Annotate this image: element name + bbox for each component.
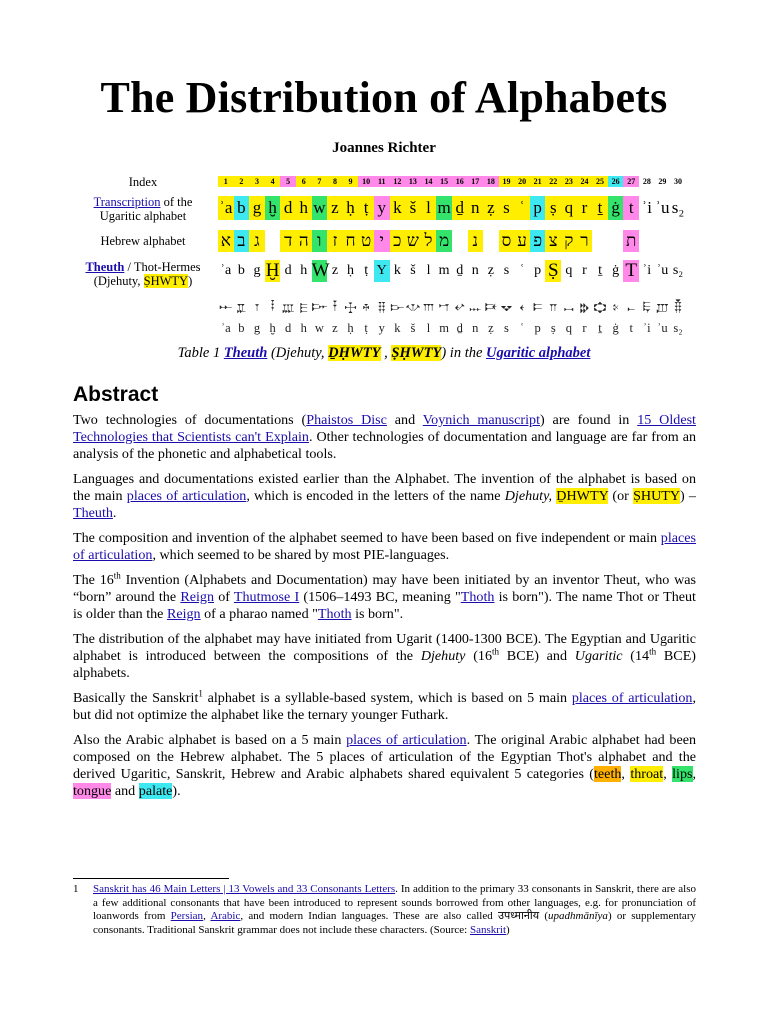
cuneiform-glyph-cell: 𐎛 <box>642 299 651 314</box>
transliteration-letter-cell: ṭ <box>364 321 368 335</box>
ugaritic-letter-cell: l <box>421 196 437 220</box>
hebrew-letter-cell: מ <box>436 230 452 252</box>
index-cell: 17 <box>468 176 484 187</box>
cuneiform-glyph-cell: 𐎎 <box>438 299 450 314</box>
theuth-letter-cell: ṭ <box>364 263 369 278</box>
text: ( <box>539 910 549 923</box>
cuneiform-glyph-cell: 𐎝 <box>674 299 682 314</box>
theuth-letter-cell: h <box>300 263 308 278</box>
text: Djehuty <box>420 648 466 664</box>
index-cell: 1 <box>218 176 234 187</box>
cuneiform-glyph-cell: 𐎉 <box>362 299 370 314</box>
cuneiform-glyph-cell: 𐎕 <box>549 299 558 314</box>
hebrew-letter-cell: ז <box>327 230 343 252</box>
theuth-letter-cell: l <box>426 263 431 278</box>
ugaritic-letter-cell: ġ <box>608 196 624 220</box>
cuneiform-glyph-cell: 𐎗 <box>579 299 590 314</box>
caption-theuth-link[interactable]: Theuth <box>223 345 268 361</box>
hebrew-letter-cell: ל <box>421 230 437 252</box>
ugaritic-letter-cell: z <box>327 196 343 220</box>
hebrew-letter-cell <box>452 230 468 252</box>
cuneiform-glyph-cell: 𐎁 <box>236 299 246 314</box>
shuty-highlight: ṢHUTY <box>633 488 681 504</box>
hebrew-cells <box>218 230 686 252</box>
ugaritic-letter-cell: ḏ <box>452 196 468 220</box>
index-cell: 15 <box>436 176 452 187</box>
transliteration-letter-cell: r <box>582 321 587 335</box>
text: and <box>111 783 139 799</box>
thutmose-link[interactable]: Thutmose I <box>233 589 300 605</box>
transliteration-letter-cell: d <box>285 321 292 335</box>
index-cell: 18 <box>483 176 499 187</box>
devanagari-text: उपध्मानीय <box>497 910 540 923</box>
index-cell: 10 <box>358 176 374 187</box>
caption-mid2: ) in the <box>441 345 487 361</box>
caption-prefix: Table 1 <box>177 345 224 361</box>
theuth-link[interactable]: Theuth <box>85 260 125 274</box>
text: is born"). The name Thot or Theut is older than the <box>73 589 696 622</box>
hebrew-label: Hebrew alphabet <box>100 234 186 248</box>
thoth-link[interactable]: Thoth <box>460 589 495 605</box>
cuneiform-glyph-cell: 𐎊 <box>377 299 386 314</box>
hebrew-letter-cell: פ <box>530 230 546 252</box>
hebrew-letter-cell: כ <box>390 230 406 252</box>
text: . In addition to the primary 33 consonants in Sanskrit, there are also a few additional consonants that have been introduced to represent sounds borrowed from other languages, e.g. for pronunciation of loanwords from <box>93 883 697 923</box>
theuth-letter-cell: Y <box>374 260 390 282</box>
ugaritic-label <box>72 195 214 223</box>
index-cell: 5 <box>280 176 296 187</box>
text: alphabet is a syllable-based system, which is based on 5 main <box>202 690 572 706</box>
text: , <box>203 910 211 923</box>
hebrew-letter-cell: ג <box>249 230 265 252</box>
dhwty-highlight: ḎHWTY <box>556 488 609 504</box>
theuth-link[interactable]: Theuth <box>73 505 113 521</box>
ugaritic-label-rest2: Ugaritic alphabet <box>99 209 187 223</box>
caption-dhwty: ḎḤWTY <box>328 345 381 361</box>
index-cell: 2 <box>234 176 250 187</box>
caption-ugaritic-link[interactable]: Ugaritic alphabet <box>486 345 591 361</box>
cuneiform-glyph-cell: 𐎋 <box>390 299 405 314</box>
ugaritic-letter-cell: t <box>623 196 639 220</box>
transliteration-letter-cell: ẓ <box>488 321 494 335</box>
places-of-articulation-link[interactable]: places of articulation <box>571 690 693 706</box>
hebrew-letter-cell <box>592 230 608 252</box>
text: . The original Arabic alphabet had been composed on the Hebrew alphabet. The 5 places of articulation of the Egyptian Thot's alphabet and the derived Ugaritic, Sanskrit, Hebrew and Arabic alphabets shared equivalent 5 categories ( <box>73 732 697 782</box>
ugaritic-letter-cell: w <box>312 196 328 220</box>
text: of <box>214 589 234 605</box>
transliteration-letter-cell: n <box>472 321 479 335</box>
cuneiform-glyph-cell: 𐎀 <box>219 299 233 314</box>
index-cell: 25 <box>592 176 608 187</box>
transliteration-letter-cell: ʿ <box>519 321 525 335</box>
ugaritic-letter-cell: s₂ <box>671 198 685 217</box>
cuneiform-glyph-cell: 𐎘 <box>593 299 607 314</box>
text: ) – <box>680 488 696 504</box>
text: ) <box>506 923 510 936</box>
text: . <box>112 505 117 521</box>
cuneiform-glyph-cell: 𐎍 <box>422 299 435 314</box>
index-cell: 29 <box>658 177 667 186</box>
text: , <box>692 766 697 782</box>
transliteration-letter-cell: ʾa <box>220 321 231 335</box>
text: BCE) alphabets. <box>73 648 696 681</box>
cuneiform-glyph-cell: 𐎃 <box>270 299 275 314</box>
paragraph-6 <box>73 690 696 724</box>
transliteration-letter-cell: ʾu <box>657 321 668 335</box>
text: The 16 <box>73 572 114 588</box>
hebrew-letter-cell <box>608 230 624 252</box>
paragraph-3 <box>73 530 696 564</box>
cuneiform-glyph-cell: 𐎆 <box>311 299 328 314</box>
text: ) are found in <box>540 412 638 428</box>
hebrew-letter-cell: ע <box>514 230 530 252</box>
cuneiform-glyph-cell: 𐎚 <box>627 299 636 314</box>
transliteration-letter-cell: ṯ <box>598 321 602 335</box>
thoth-link-2[interactable]: Thoth <box>317 606 352 622</box>
cuneiform-glyph-cell: 𐎜 <box>656 299 669 314</box>
index-cell: 12 <box>390 176 406 187</box>
text: Ugaritic <box>574 648 623 664</box>
theuth-letter-cell: T <box>625 260 638 281</box>
ugaritic-letter-cell: n <box>468 196 484 220</box>
index-label: Index <box>128 175 158 189</box>
theuth-letter-cell: m <box>438 263 450 278</box>
transliteration-letter-cell: s₂ <box>673 321 683 335</box>
footnote-ref: 1 <box>198 688 203 699</box>
throat-highlight: throat <box>630 766 664 782</box>
ugaritic-letter-cell: s <box>499 196 515 220</box>
ugaritic-letter-cell: d <box>280 196 296 220</box>
footnote-separator <box>73 878 229 879</box>
theuth-letter-cell: Ḫ <box>265 260 280 281</box>
ugaritic-letter-cell: ʾa <box>218 196 234 220</box>
ugaritic-letter-cell: š <box>405 196 421 220</box>
ugaritic-letter-cell: ẓ <box>483 196 499 220</box>
ugaritic-letter-cell: ḫ <box>265 196 281 220</box>
hebrew-letter-cell: ס <box>499 230 515 252</box>
index-cell: 6 <box>296 176 312 187</box>
cuneiform-glyph-cell: 𐎌 <box>405 299 421 314</box>
hebrew-letter-cell: ק <box>561 230 577 252</box>
cuneiform-glyph-cell: 𐎇 <box>332 299 338 314</box>
paragraph-5 <box>73 631 696 682</box>
abstract-body <box>73 412 696 808</box>
theuth-letter-cell: ḥ <box>347 263 355 278</box>
theuth-letter-cell: ṯ <box>598 263 602 278</box>
text: is born". <box>351 606 404 622</box>
transliteration-letter-cell: l <box>426 321 431 335</box>
theuth-label-shwty: ṢHWTY <box>143 274 189 288</box>
reign-link[interactable]: Reign <box>180 589 214 605</box>
caption-mid1: (Djehuty, <box>267 345 329 361</box>
hebrew-letter-cell <box>265 230 281 252</box>
abstract-heading: Abstract <box>73 383 159 406</box>
ugaritic-letter-cell: k <box>390 196 406 220</box>
paragraph-7 <box>73 732 696 800</box>
theuth-label-rest2a: (Djehuty, <box>93 274 144 288</box>
transliteration-letter-cell: s <box>504 321 509 335</box>
hebrew-letter-cell: ד <box>280 230 296 252</box>
index-cell: 3 <box>249 176 265 187</box>
transliteration-letter-cell: p <box>534 321 541 335</box>
index-cell: 20 <box>514 176 530 187</box>
hebrew-letter-cell: י <box>374 230 390 252</box>
cuneiform-cells <box>218 298 686 316</box>
theuth-letter-cell: ʾu <box>656 263 669 278</box>
text: , <box>663 766 673 782</box>
ugaritic-letter-cell: ṯ <box>592 196 608 220</box>
cuneiform-glyph-cell: 𐎐 <box>469 299 482 314</box>
cuneiform-glyph-cell: 𐎏 <box>454 299 465 314</box>
theuth-letter-cell: s <box>503 263 510 278</box>
theuth-cells <box>218 260 686 282</box>
text: and <box>386 412 423 428</box>
voynich-manuscript-link[interactable]: Voynich manuscript <box>422 412 540 428</box>
hebrew-letter-cell: א <box>218 230 234 252</box>
index-cell: 11 <box>374 176 390 187</box>
cuneiform-glyph-cell: 𐎒 <box>500 299 513 314</box>
text: The composition and invention of the alphabet seemed to have been based on five independent or main <box>73 530 661 546</box>
sanskrit-source-link[interactable]: Sanskrit <box>469 923 507 936</box>
theuth-letter-cell: ʿ <box>519 263 525 278</box>
cuneiform-glyph-cell: 𐎔 <box>533 299 543 314</box>
theuth-letter-cell: ġ <box>612 263 620 278</box>
ugaritic-letter-cell: m <box>436 196 452 220</box>
transliteration-letter-cell: ḥ <box>347 321 354 335</box>
index-cell: 9 <box>343 176 359 187</box>
theuth-letter-cell: ʾi <box>642 263 652 278</box>
hebrew-letter-cell <box>483 230 499 252</box>
text: Two technologies of documentations ( <box>73 412 307 428</box>
text: . Other technologies of documentation and language are far from an analysis of the phonetic and alphabetical tools. <box>73 429 696 462</box>
transliteration-letter-cell: ʾi <box>643 321 651 335</box>
text: , and modern Indian languages. These are also called <box>240 910 498 923</box>
text: ). <box>172 783 181 799</box>
index-cell: 22 <box>545 176 561 187</box>
text: , which seemed to be shared by most PIE-languages. <box>152 547 450 563</box>
transliteration-letter-cell: g <box>253 321 261 335</box>
hebrew-letter-cell: נ <box>468 230 484 252</box>
phaistos-disc-link[interactable]: Phaistos Disc <box>306 412 387 428</box>
caption-shwty: ṢḤWTY <box>391 345 442 361</box>
places-of-articulation-link[interactable]: places of articulation <box>73 530 696 563</box>
superscript: th <box>113 570 121 581</box>
theuth-letter-cell: W <box>311 260 330 281</box>
transliteration-cells <box>218 320 686 336</box>
hebrew-letter-cell <box>670 230 686 252</box>
cuneiform-glyph-cell: 𐎄 <box>282 299 295 314</box>
lips-highlight: lips <box>672 766 693 782</box>
ugaritic-letter-cell: y <box>374 196 390 220</box>
transliteration-letter-cell: w <box>314 321 324 335</box>
author-name: Joannes Richter <box>332 140 436 156</box>
superscript: th <box>649 646 657 657</box>
index-cell: 19 <box>499 176 515 187</box>
hebrew-letter-cell: ט <box>358 230 374 252</box>
transliteration-letter-cell: q <box>565 321 572 335</box>
transliteration-letter-cell: t <box>629 321 633 335</box>
theuth-letter-cell: k <box>393 263 401 278</box>
text: Djehuty, <box>504 488 553 504</box>
ugaritic-letter-cell: ʾu <box>655 198 670 217</box>
text: (14 <box>622 648 650 664</box>
theuth-label <box>72 260 214 288</box>
paragraph-1 <box>73 412 696 463</box>
text: (or <box>608 488 634 504</box>
teeth-highlight: teeth <box>594 766 622 782</box>
index-cells <box>218 176 686 187</box>
transliteration-letter-cell: k <box>394 321 401 335</box>
ugaritic-letter-cell: g <box>249 196 265 220</box>
text: BCE) and <box>499 648 575 664</box>
paragraph-4 <box>73 572 696 623</box>
cuneiform-glyph-cell: 𐎂 <box>254 299 260 314</box>
hebrew-letter-cell <box>639 230 655 252</box>
hebrew-letter-cell: ו <box>312 230 328 252</box>
places-of-articulation-link[interactable]: places of articulation <box>126 488 247 504</box>
ugaritic-letter-cell: ṣ <box>545 196 561 220</box>
theuth-letter-cell: Ṣ <box>545 260 561 282</box>
transliteration-letter-cell: z <box>332 321 338 335</box>
hebrew-letter-cell: ב <box>234 230 250 252</box>
index-cell: 23 <box>561 176 577 187</box>
document-title: The Distribution of Alphabets <box>100 73 668 122</box>
ugaritic-letter-cell: ʿ <box>514 196 530 220</box>
ugaritic-letter-cell: q <box>561 196 577 220</box>
footnote-number: 1 <box>73 883 79 895</box>
transliteration-letter-cell: m <box>439 321 449 335</box>
reign-link-2[interactable]: Reign <box>166 606 201 622</box>
theuth-letter-cell: r <box>582 263 587 278</box>
footnote-text <box>93 883 696 937</box>
transliteration-letter-cell: y <box>378 321 385 335</box>
text: Invention (Alphabets and Documentation) may have been initiated by an inventor Theut, who was “born” around the <box>73 572 696 605</box>
ugaritic-letter-cell: ʾi <box>641 198 653 217</box>
ugaritic-letter-cell: ṭ <box>358 196 374 220</box>
index-cell: 24 <box>577 176 593 187</box>
ugaritic-cells <box>218 196 686 220</box>
index-cell: 4 <box>265 176 281 187</box>
footnote <box>73 883 696 937</box>
transliteration-letter-cell: ṣ <box>550 321 556 335</box>
text: of a pharao named " <box>200 606 318 622</box>
index-cell: 30 <box>674 177 683 186</box>
theuth-letter-cell: n <box>471 263 479 278</box>
index-cell: 21 <box>530 176 546 187</box>
text: , but did not optimize the alphabet like the ternary younger Futhark. <box>73 690 696 723</box>
index-cell: 13 <box>405 176 421 187</box>
transliteration-letter-cell: b <box>238 321 245 335</box>
paragraph-2 <box>73 471 696 522</box>
text: (16 <box>465 648 493 664</box>
theuth-label-rest2c: ) <box>188 274 193 288</box>
persian-link[interactable]: Persian <box>170 910 204 923</box>
theuth-letter-cell: ẓ <box>487 263 494 278</box>
index-cell: 8 <box>327 176 343 187</box>
hebrew-letter-cell <box>655 230 671 252</box>
cuneiform-glyph-cell: 𐎖 <box>563 299 574 314</box>
ugaritic-letter-cell: b <box>234 196 250 220</box>
text: , which is encoded in the letters of the name <box>246 488 505 504</box>
ugaritic-letter-cell: ḥ <box>343 196 359 220</box>
ugaritic-letter-cell: p <box>530 196 546 220</box>
places-of-articulation-link[interactable]: places of articulation <box>346 732 467 748</box>
cuneiform-glyph-cell: 𐎑 <box>484 299 497 314</box>
transcription-link[interactable]: Transcription <box>93 195 161 209</box>
index-cell: 28 <box>642 177 651 186</box>
transliteration-letter-cell: h <box>300 321 307 335</box>
text: (1506–1493 BC, meaning " <box>299 589 461 605</box>
theuth-letter-cell: g <box>253 263 261 278</box>
text: Languages and documentations existed earlier than the Alphabet. The invention of the alphabet is based on the main <box>73 471 696 504</box>
hebrew-letter-cell: צ <box>545 230 561 252</box>
index-cell: 14 <box>421 176 437 187</box>
transliteration-letter-cell: ḫ <box>269 321 276 335</box>
theuth-letter-cell: b <box>237 263 245 278</box>
oldest-technologies-link[interactable]: 15 Oldest Technologies that Scientists can't Explain <box>73 412 696 445</box>
tongue-highlight: tongue <box>73 783 112 799</box>
theuth-letter-cell: d <box>284 263 292 278</box>
theuth-letter-cell: q <box>565 263 573 278</box>
index-cell: 27 <box>623 176 639 187</box>
text: ) or supplementary consonants. Traditional Sanskrit grammar does not include these characters. (Source: <box>93 910 696 936</box>
text: upadhmānīya <box>548 910 608 923</box>
text: The distribution of the alphabet may have initiated from Ugarit (1400-1300 BCE). The Egyptian and Ugaritic alphabet is introduced between the compositions of the <box>73 631 696 664</box>
index-cell: 16 <box>452 176 468 187</box>
ugaritic-letter-cell: h <box>296 196 312 220</box>
cuneiform-glyph-cell: 𐎓 <box>519 299 525 314</box>
theuth-letter-cell: z <box>331 263 339 278</box>
cuneiform-glyph-cell: 𐎅 <box>299 299 308 314</box>
hebrew-letter-cell: ש <box>406 231 419 250</box>
hebrew-letter-cell: ח <box>343 230 359 252</box>
cuneiform-glyph-cell: 𐎈 <box>344 299 357 314</box>
arabic-link[interactable]: Arabic <box>210 910 241 923</box>
theuth-letter-cell: ḏ <box>456 263 464 278</box>
theuth-letter-cell: š <box>410 263 416 278</box>
index-cell: 7 <box>312 176 328 187</box>
transliteration-letter-cell: š <box>410 321 416 335</box>
palate-highlight: palate <box>138 783 173 799</box>
theuth-letter-cell: s₂ <box>672 263 684 278</box>
hebrew-letter-cell: ת <box>623 230 639 252</box>
text: Basically the Sanskrit <box>73 690 199 706</box>
theuth-label-rest1: / Thot-Hermes <box>124 260 201 274</box>
caption-comma: , <box>380 345 392 361</box>
cuneiform-glyph-cell: 𐎙 <box>612 299 619 314</box>
sanskrit-letters-link[interactable]: Sanskrit has 46 Main Letters | 13 Vowels and 33 Consonants Letters <box>93 883 396 895</box>
hebrew-letter-cell: ה <box>296 230 312 252</box>
theuth-letter-cell: ʾa <box>220 263 232 278</box>
index-cell: 26 <box>608 176 624 187</box>
transliteration-letter-cell: ḏ <box>456 321 463 335</box>
superscript: th <box>492 646 500 657</box>
text: , <box>621 766 631 782</box>
hebrew-letter-cell: ר <box>577 230 593 252</box>
table-caption <box>0 345 768 362</box>
text: Also the Arabic alphabet is based on a 5 main <box>73 732 347 748</box>
transliteration-letter-cell: ġ <box>612 321 619 335</box>
theuth-letter-cell: p <box>534 263 542 278</box>
ugaritic-letter-cell: r <box>577 196 593 220</box>
ugaritic-label-rest1: of the <box>160 195 193 209</box>
